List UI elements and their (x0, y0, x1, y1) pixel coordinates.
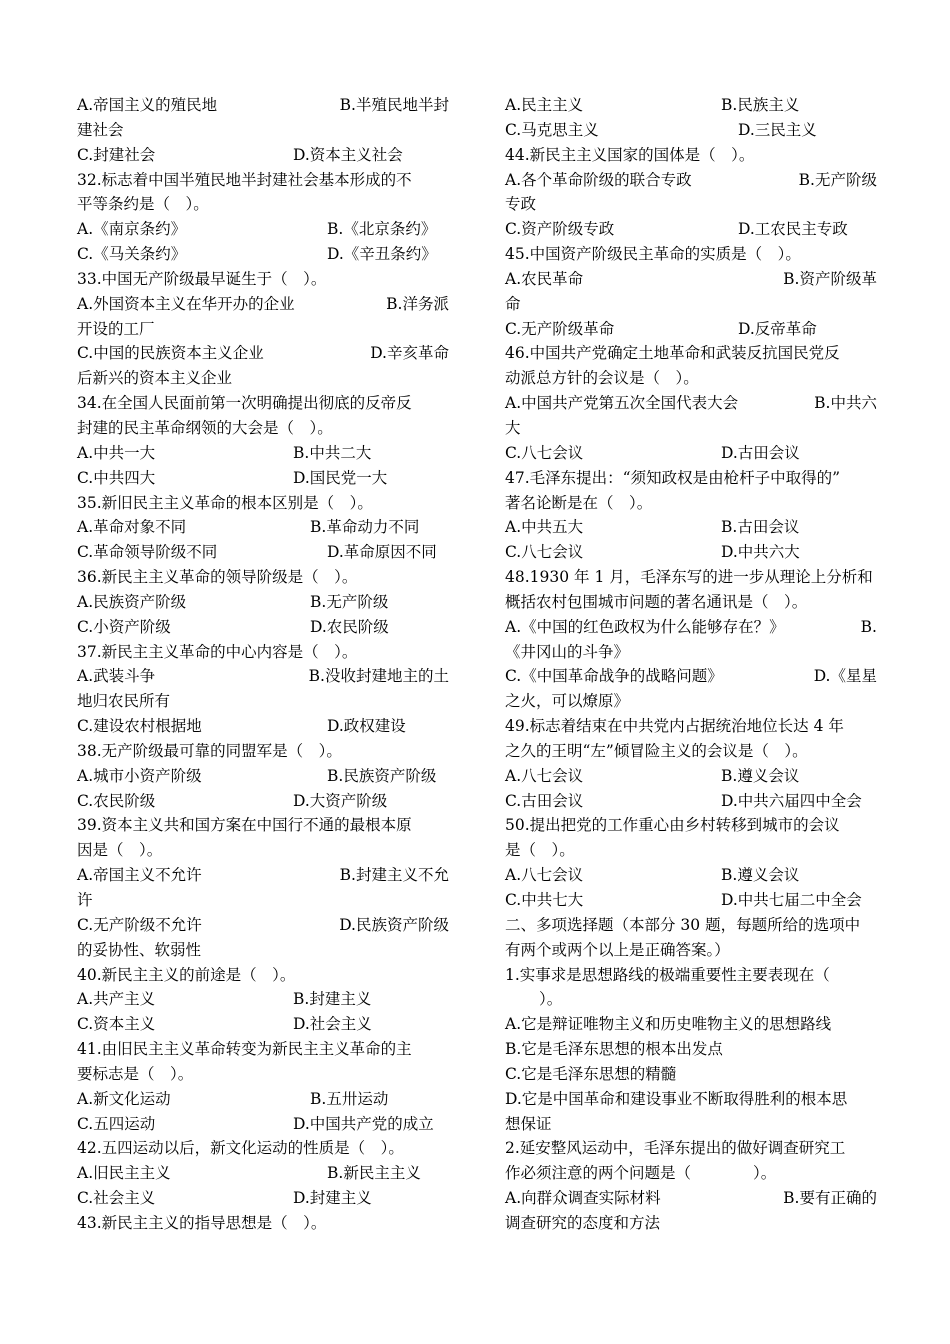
line-text: 有两个或两个以上是正确答案。） (505, 940, 730, 959)
option-text: D.中共六大 (721, 543, 800, 562)
text-line (77, 689, 449, 714)
option-text: C.中共七大 (505, 891, 584, 909)
text-line (505, 1136, 877, 1161)
line-text: 作必须注意的两个问题是（ ）。 (505, 1164, 777, 1183)
text-line (505, 416, 877, 441)
option-text: C.封建社会 (77, 145, 156, 164)
option-text: A.外国资本主义在华开办的企业 (77, 294, 295, 313)
text-line (77, 217, 449, 242)
line-text: 37.新民主主义革命的中心内容是（ ）。 (77, 642, 358, 661)
text-line (505, 938, 877, 963)
text-line (505, 590, 877, 615)
option-text: B.民族资产阶级 (327, 766, 437, 785)
text-line (505, 1186, 877, 1211)
option-text: A.旧民主主义 (77, 1164, 171, 1183)
option-text: D.社会主义 (293, 1015, 372, 1034)
line-text: 44.新民主主义国家的国体是（ ）。 (505, 145, 755, 164)
option-text: D.中共六届四中全会 (721, 791, 862, 810)
option-text: C.建设农村根据地 (77, 717, 202, 736)
option-text: A.《南京条约》 (77, 220, 187, 239)
text-line (77, 1087, 449, 1112)
option-text: C.马克思主义 (505, 120, 599, 139)
option-text: D.古田会议 (721, 443, 800, 462)
text-line (77, 491, 449, 516)
line-text: 大 (505, 418, 521, 437)
text-line (77, 1186, 449, 1211)
text-line (77, 764, 449, 789)
text-line (505, 93, 877, 118)
line-text: 建社会 (77, 120, 124, 139)
option-text: A.中共一大 (77, 443, 156, 462)
text-line (505, 540, 877, 565)
text-line (77, 664, 449, 689)
text-line (77, 963, 449, 988)
text-line (77, 1062, 449, 1087)
text-line (77, 341, 449, 366)
line-text: 命 (505, 294, 521, 313)
line-text: 要标志是（ ）。 (77, 1064, 194, 1083)
option-text: A.《中国的红色政权为什么能够存在？》 (505, 617, 785, 636)
text-line (77, 913, 449, 938)
option-text: B.封建主义不允 (339, 866, 449, 885)
option-text: A.各个革命阶级的联合专政 (505, 170, 692, 189)
text-line (505, 341, 877, 366)
right-column (505, 93, 877, 1236)
option-text: C.农民阶级 (77, 791, 156, 810)
option-text: B.五卅运动 (310, 1089, 389, 1108)
line-text: 调查研究的态度和方法 (505, 1213, 661, 1232)
line-text: 38.无产阶级最可靠的同盟军是（ ）。 (77, 741, 342, 760)
text-line (505, 1062, 877, 1087)
text-line (505, 987, 877, 1012)
option-text: A.城市小资产阶级 (77, 766, 202, 785)
option-text: B.遵义会议 (721, 766, 800, 785)
line-text: 35.新旧民主主义革命的根本区别是（ ）。 (77, 493, 373, 512)
option-text: D.农民阶级 (310, 617, 389, 636)
line-text: 48.1930 年 1 月，毛泽东写的进一步从理论上分析和 (505, 568, 873, 587)
line-text: 开设的工厂 (77, 319, 155, 338)
option-text: C.五四运动 (77, 1114, 156, 1133)
option-text: B.遵义会议 (721, 866, 800, 885)
text-line (505, 192, 877, 217)
option-text: A.共产主义 (77, 990, 156, 1009)
option-text: A.中共五大 (505, 518, 584, 537)
line-text: 40.新民主主义的前途是（ ）。 (77, 965, 296, 984)
line-text: 36.新民主主义革命的领导阶级是（ ）。 (77, 568, 358, 587)
text-line (505, 491, 877, 516)
line-text: 45.中国资产阶级民主革命的实质是（ ）。 (505, 245, 801, 264)
option-text: C.小资产阶级 (77, 617, 171, 636)
option-text: A.革命对象不同 (77, 518, 187, 537)
text-line (505, 317, 877, 342)
text-line (77, 366, 449, 391)
text-line (505, 292, 877, 317)
line-text: 许 (77, 891, 93, 909)
option-text: B.洋务派 (386, 294, 449, 313)
option-text: C.中国的民族资本主义企业 (77, 344, 264, 363)
text-line (77, 714, 449, 739)
text-line (77, 391, 449, 416)
text-line (77, 192, 449, 217)
text-line (77, 615, 449, 640)
text-line (77, 565, 449, 590)
text-line (505, 366, 877, 391)
option-text: D.辛亥革命 (370, 344, 449, 363)
text-line (505, 1012, 877, 1037)
line-text: 之久的王明“左”倾冒险主义的会议是（ ）。 (505, 741, 808, 760)
text-line (505, 615, 877, 640)
line-text: 42.五四运动以后，新文化运动的性质是（ ）。 (77, 1139, 404, 1158)
option-text: A.农民革命 (505, 269, 584, 288)
option-text: D.国民党一大 (293, 468, 388, 487)
line-text: 《井冈山的斗争》 (505, 642, 630, 661)
option-text: C.八七会议 (505, 543, 584, 562)
option-text: A.武装斗争 (77, 667, 156, 686)
text-line (77, 1161, 449, 1186)
line-text: 33.中国无产阶级最早诞生于（ ）。 (77, 269, 327, 288)
option-text: B.资产阶级革 (783, 269, 877, 288)
text-line (505, 640, 877, 665)
line-text: 46.中国共产党确定土地革命和武装反抗国民党反 (505, 344, 840, 363)
option-text: D.封建主义 (293, 1189, 372, 1208)
text-line (77, 466, 449, 491)
line-text: C.它是毛泽东思想的精髓 (505, 1064, 677, 1083)
text-line (77, 739, 449, 764)
line-text: 二、多项选择题（本部分 30 题，每题所给的选项中 (505, 915, 861, 934)
option-text: B.没收封建地主的土 (308, 667, 449, 686)
line-text: 地归农民所有 (77, 692, 171, 711)
option-text: C.古田会议 (505, 791, 584, 810)
option-text: B.《北京条约》 (327, 220, 437, 239)
text-line (77, 590, 449, 615)
text-line (505, 789, 877, 814)
line-text: 2.延安整风运动中，毛泽东提出的做好调查研究工 (505, 1139, 846, 1158)
line-text: A.它是辩证唯物主义和历史唯物主义的思想路线 (505, 1015, 832, 1034)
text-line (77, 441, 449, 466)
text-line (505, 813, 877, 838)
option-text: C.资产阶级专政 (505, 220, 615, 239)
line-text: 著名论断是在（ ）。 (505, 493, 653, 512)
option-text: D.资本主义社会 (293, 145, 403, 164)
left-column (77, 93, 449, 1236)
text-line (77, 168, 449, 193)
option-text: D.政权建设 (327, 717, 406, 736)
line-text: D.它是中国革命和建设事业不断取得胜利的根本思 (505, 1089, 848, 1108)
line-text: 概括农村包围城市问题的著名通讯是（ ）。 (505, 592, 808, 611)
text-line (77, 863, 449, 888)
option-text: B.民族主义 (721, 96, 800, 114)
line-text: 之火，可以燎原》 (505, 692, 630, 711)
option-text: B.半殖民地半封 (339, 96, 449, 114)
option-text: D.工农民主专政 (738, 220, 848, 239)
option-text: D.中共七届二中全会 (721, 891, 862, 909)
line-text: 43.新民主主义的指导思想是（ ）。 (77, 1213, 327, 1232)
option-text: C.无产阶级革命 (505, 319, 615, 338)
option-text: A.民族资产阶级 (77, 592, 187, 611)
line-text: 是（ ）。 (505, 841, 575, 860)
text-line (505, 1087, 877, 1112)
line-text: 39.资本主义共和国方案在中国行不通的最根本原 (77, 816, 412, 835)
option-text: D.民族资产阶级 (339, 915, 449, 934)
option-text: A.帝国主义的殖民地 (77, 96, 218, 114)
text-line (77, 416, 449, 441)
option-text: B.古田会议 (721, 518, 800, 537)
text-line (505, 391, 877, 416)
line-text: 32.标志着中国半殖民地半封建社会基本形成的不 (77, 170, 412, 189)
line-text: B.它是毛泽东思想的根本出发点 (505, 1040, 723, 1059)
line-text: 49.标志着结束在中共党内占据统治地位长达 4 年 (505, 717, 844, 736)
line-text: 50.提出把党的工作重心由乡村转移到城市的会议 (505, 816, 840, 835)
option-text: B.要有正确的 (783, 1189, 877, 1208)
text-line (505, 441, 877, 466)
option-text: D.《辛丑条约》 (327, 245, 437, 264)
option-text: D.革命原因不同 (327, 543, 437, 562)
text-line (505, 267, 877, 292)
line-text: 34.在全国人民面前第一次明确提出彻底的反帝反 (77, 394, 412, 413)
line-text: 平等条约是（ ）。 (77, 195, 209, 214)
option-text: A.八七会议 (505, 766, 584, 785)
option-text: B.中共二大 (293, 443, 372, 462)
text-line (505, 913, 877, 938)
option-text: B.新民主主义 (327, 1164, 421, 1183)
option-text: D.反帝革命 (738, 319, 817, 338)
text-line (505, 143, 877, 168)
text-line (505, 689, 877, 714)
text-line (505, 838, 877, 863)
text-line (77, 1136, 449, 1161)
text-line (77, 317, 449, 342)
line-text: 1.实事求是思想路线的极端重要性主要表现在（ (505, 965, 830, 984)
text-line (77, 143, 449, 168)
option-text: D.三民主义 (738, 120, 817, 139)
text-line (77, 1037, 449, 1062)
text-line (505, 1112, 877, 1137)
line-text: 的妥协性、软弱性 (77, 940, 202, 959)
line-text: 想保证 (505, 1114, 552, 1133)
text-line (505, 466, 877, 491)
text-line (505, 739, 877, 764)
text-line (505, 863, 877, 888)
option-text: A.八七会议 (505, 866, 584, 885)
line-text: 专政 (505, 195, 537, 214)
text-line (77, 938, 449, 963)
option-text: C.革命领导阶级不同 (77, 543, 218, 562)
option-text: C.《中国革命战争的战略问题》 (505, 667, 723, 686)
line-text: 动派总方针的会议是（ ）。 (505, 369, 699, 388)
line-text: ）。 (539, 990, 563, 1009)
option-text: B.封建主义 (293, 990, 372, 1009)
text-line (505, 168, 877, 193)
text-line (505, 888, 877, 913)
option-text: A.民主主义 (505, 96, 584, 114)
option-text: D.《星星 (813, 667, 877, 686)
text-line (505, 764, 877, 789)
option-text: A.向群众调查实际材料 (505, 1189, 661, 1208)
text-line (77, 515, 449, 540)
text-line (77, 1012, 449, 1037)
text-line (77, 987, 449, 1012)
option-text: B.无产阶级 (798, 170, 877, 189)
line-text: 因是（ ）。 (77, 841, 163, 860)
text-line (77, 838, 449, 863)
text-line (505, 242, 877, 267)
text-line (505, 565, 877, 590)
text-line (77, 118, 449, 143)
text-line (77, 93, 449, 118)
line-text: 41.由旧民主主义革命转变为新民主主义革命的主 (77, 1040, 412, 1059)
text-line (505, 217, 877, 242)
text-line (505, 118, 877, 143)
option-text: C.无产阶级不允许 (77, 915, 202, 934)
text-line (77, 267, 449, 292)
option-text: D.中国共产党的成立 (293, 1114, 434, 1133)
text-line (505, 1161, 877, 1186)
text-line (505, 1037, 877, 1062)
option-text: A.帝国主义不允许 (77, 866, 202, 885)
option-text: B.中共六 (814, 394, 877, 413)
text-line (77, 292, 449, 317)
text-line (505, 664, 877, 689)
option-text: C.资本主义 (77, 1015, 156, 1034)
option-text: B. (860, 617, 877, 636)
option-text: C.八七会议 (505, 443, 584, 462)
text-line (505, 963, 877, 988)
text-line (505, 1211, 877, 1236)
option-text: A.中国共产党第五次全国代表大会 (505, 394, 739, 413)
text-line (505, 515, 877, 540)
line-text: 后新兴的资本主义企业 (77, 369, 233, 388)
text-line (77, 1211, 449, 1236)
option-text: B.无产阶级 (310, 592, 389, 611)
text-line (77, 1112, 449, 1137)
line-text: 封建的民主革命纲领的大会是（ ）。 (77, 418, 333, 437)
option-text: A.新文化运动 (77, 1089, 171, 1108)
text-line (77, 789, 449, 814)
option-text: B.革命动力不同 (310, 518, 420, 537)
text-line (505, 714, 877, 739)
text-line (77, 540, 449, 565)
option-text: C.《马关条约》 (77, 245, 187, 264)
option-text: C.社会主义 (77, 1189, 156, 1208)
text-line (77, 888, 449, 913)
text-line (77, 813, 449, 838)
text-line (77, 242, 449, 267)
text-line (77, 640, 449, 665)
option-text: C.中共四大 (77, 468, 156, 487)
option-text: D.大资产阶级 (293, 791, 388, 810)
line-text: 47.毛泽东提出：“须知政权是由枪杆子中取得的” (505, 468, 840, 487)
